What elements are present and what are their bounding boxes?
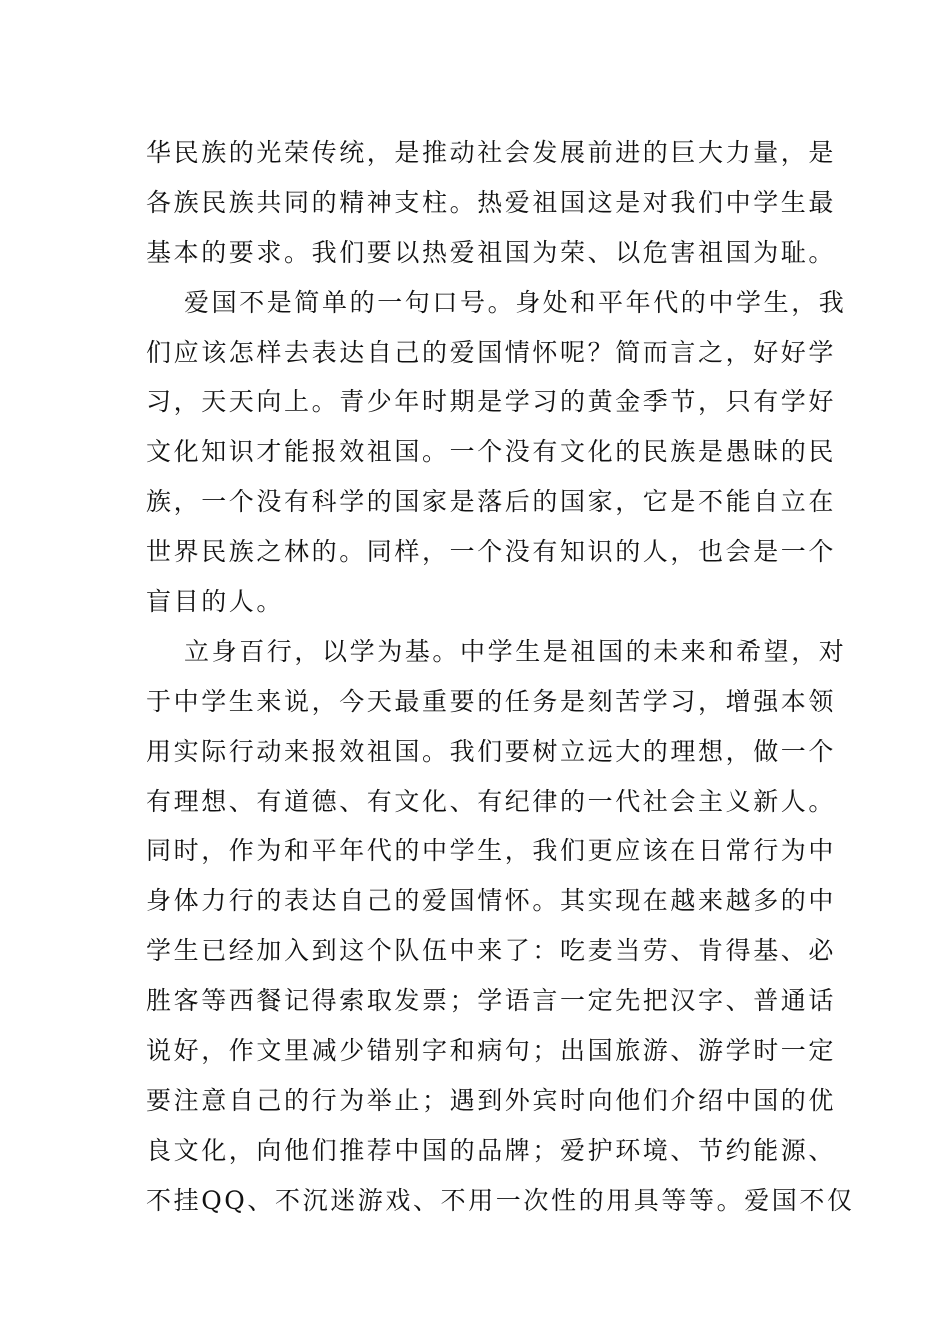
text-line: 不挂QQ、不沉迷游戏、不用一次性的用具等等。爱国不仅	[146, 1185, 855, 1215]
text-line: 学生已经加入到这个队伍中来了：吃麦当劳、肯得基、必	[146, 936, 837, 966]
text-line: 文化知识才能报效祖国。一个没有文化的民族是愚昧的民	[146, 437, 837, 467]
paragraph-first-line: 爱国不是简单的一句口号。身处和平年代的中学生，我	[184, 287, 847, 317]
text-line: 同时，作为和平年代的中学生，我们更应该在日常行为中	[146, 836, 837, 866]
paragraph-first-line: 立身百行，以学为基。中学生是祖国的未来和希望，对	[184, 636, 847, 666]
text-line: 胜客等西餐记得索取发票；学语言一定先把汉字、普通话	[146, 986, 837, 1016]
text-line: 习，天天向上。青少年时期是学习的黄金季节，只有学好	[146, 387, 837, 417]
text-line: 基本的要求。我们要以热爱祖国为荣、以危害祖国为耻。	[146, 237, 837, 267]
text-line: 各族民族共同的精神支柱。热爱祖国这是对我们中学生最	[146, 187, 837, 217]
text-line: 世界民族之林的。同样，一个没有知识的人，也会是一个	[146, 537, 837, 567]
text-line: 们应该怎样去表达自己的爱国情怀呢？简而言之，好好学	[146, 337, 837, 367]
text-line: 族，一个没有科学的国家是落后的国家，它是不能自立在	[146, 487, 837, 517]
text-line: 有理想、有道德、有文化、有纪律的一代社会主义新人。	[146, 786, 837, 816]
document-body	[146, 128, 855, 1226]
text-line: 身体力行的表达自己的爱国情怀。其实现在越来越多的中	[146, 886, 837, 916]
text-line: 要注意自己的行为举止；遇到外宾时向他们介绍中国的优	[146, 1085, 837, 1115]
text-line: 说好，作文里减少错别字和病句；出国旅游、游学时一定	[146, 1036, 837, 1066]
text-line: 良文化，向他们推荐中国的品牌；爱护环境、节约能源、	[146, 1135, 837, 1165]
text-line: 华民族的光荣传统，是推动社会发展前进的巨大力量，是	[146, 138, 837, 167]
text-line: 盲目的人。	[146, 587, 285, 617]
text-line: 用实际行动来报效祖国。我们要树立远大的理想，做一个	[146, 736, 837, 766]
text-line: 于中学生来说，今天最重要的任务是刻苦学习，增强本领	[146, 686, 837, 716]
